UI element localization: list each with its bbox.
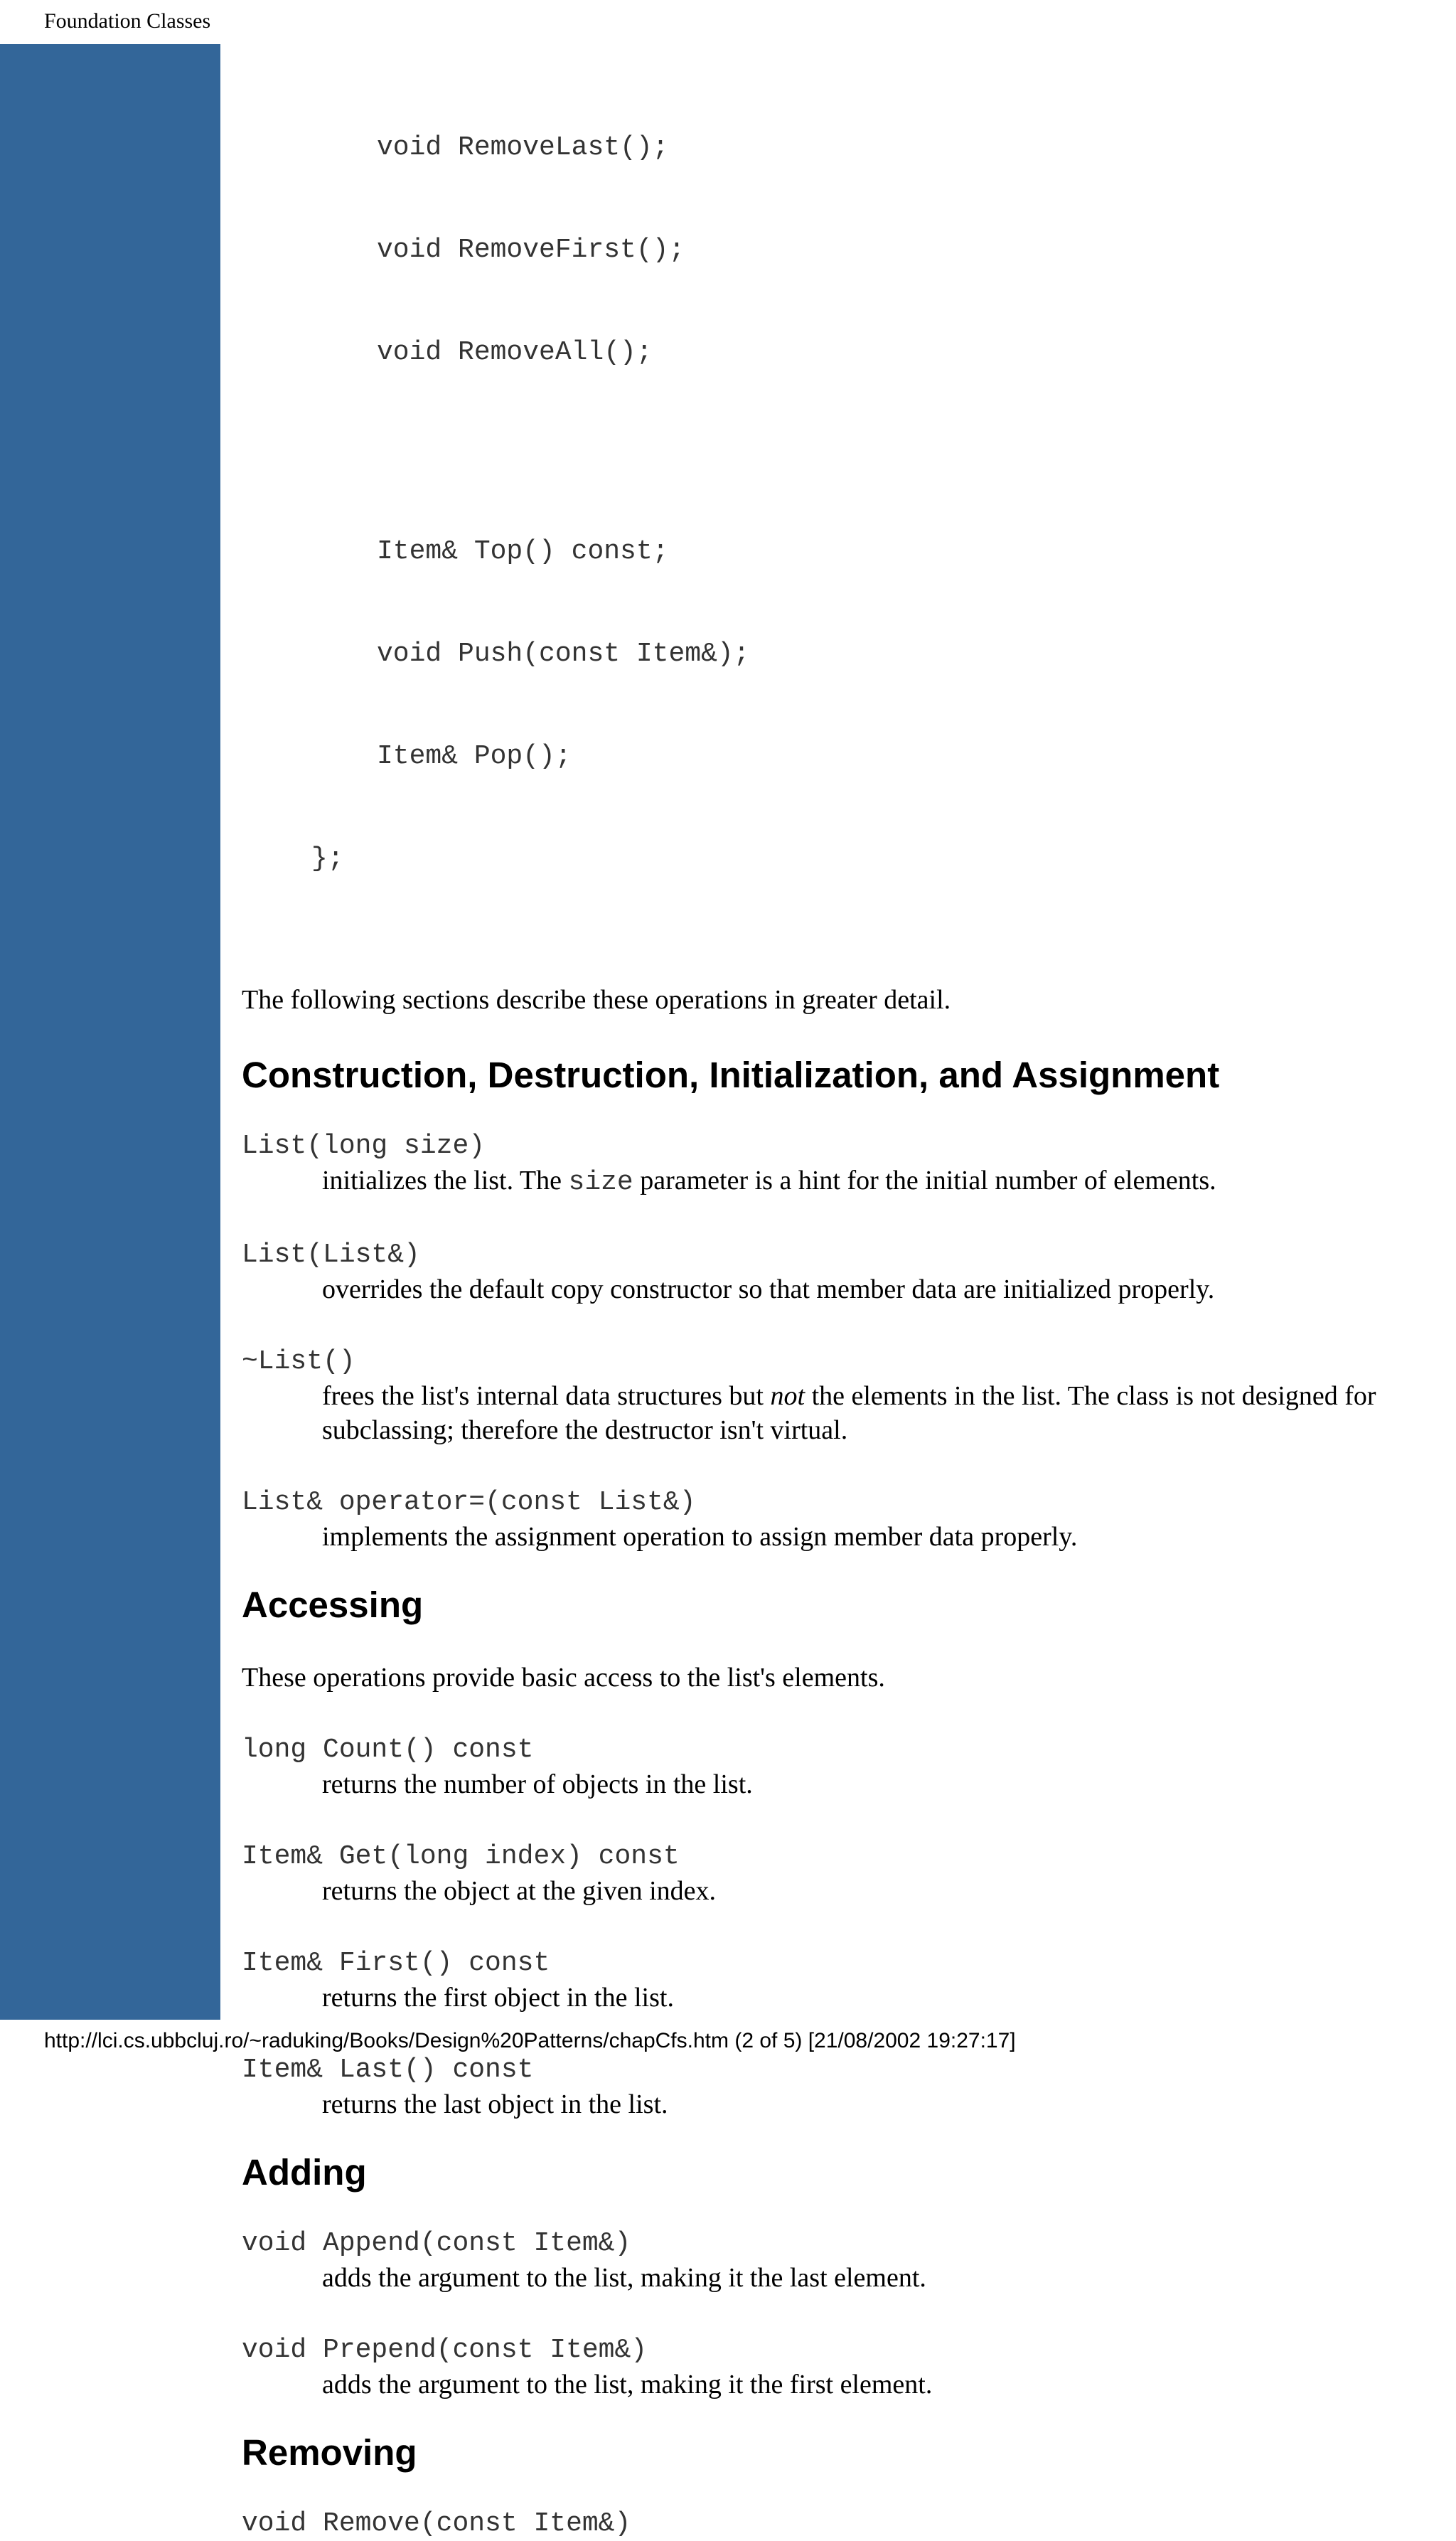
code-line: void RemoveLast();: [377, 132, 669, 163]
method-description: overrides the default copy constructor so that member data are initialized properly.: [322, 1274, 1215, 1304]
method-entry: [242, 1345, 1436, 1447]
section-heading-removing: Removing: [242, 2432, 417, 2473]
method-signature: List(List&): [242, 1240, 420, 1270]
page-header-title: Foundation Classes: [44, 9, 211, 33]
method-entry: [242, 1840, 1436, 1908]
method-signature: void Prepend(const Item&): [242, 2335, 648, 2365]
section-intro: These operations provide basic access to the list's elements.: [242, 1663, 885, 1693]
method-signature: ~List(): [242, 1346, 355, 1377]
method-entry: [242, 1486, 1436, 1554]
method-entry: [242, 2053, 1436, 2121]
method-description: returns the first object in the list.: [322, 1983, 674, 2013]
method-signature: List& operator=(const List&): [242, 1487, 696, 1518]
method-entry: [242, 1946, 1436, 2015]
code-line: };: [311, 843, 344, 874]
method-description: returns the object at the given index.: [322, 1876, 716, 1906]
method-description: frees the list's internal data structures but not the elements in the list. The class is not designed for subclassing; therefore the destructor isn't virtual.: [322, 1381, 1376, 1445]
method-entry: [242, 2333, 1436, 2402]
method-entry: [242, 1238, 1436, 1306]
section-heading-adding: Adding: [242, 2152, 367, 2193]
method-description: returns the last object in the list.: [322, 2089, 668, 2119]
method-description: adds the argument to the list, making it the last element.: [322, 2263, 926, 2293]
inline-code: size: [568, 1167, 633, 1198]
method-signature: long Count() const: [242, 1735, 534, 1765]
method-signature: void Remove(const Item&): [242, 2508, 631, 2539]
code-line: Item& Pop();: [377, 741, 572, 772]
method-signature: void Append(const Item&): [242, 2228, 631, 2259]
method-entry: [242, 2507, 1436, 2541]
method-signature: Item& First() const: [242, 1948, 550, 1978]
method-entry: [242, 2227, 1436, 2295]
page-footer-url: http://lci.cs.ubbcluj.ro/~raduking/Books/Design%20Patterns/chapCfs.htm (2 of 5) [21/08/2002 19:27:17]: [44, 2029, 1016, 2052]
main-content: [242, 63, 1436, 2541]
method-signature: Item& Last() const: [242, 2055, 534, 2085]
code-line: void RemoveAll();: [377, 337, 653, 368]
method-entry: [242, 1733, 1436, 1801]
code-line: void Push(const Item&);: [377, 639, 750, 669]
method-description: implements the assignment operation to assign member data properly.: [322, 1522, 1078, 1552]
section-heading-accessing: Accessing: [242, 1584, 424, 1625]
method-signature: Item& Get(long index) const: [242, 1841, 680, 1872]
code-listing: [242, 63, 1436, 944]
method-description: returns the number of objects in the list.: [322, 1769, 753, 1799]
method-signature: List(long size): [242, 1131, 486, 1161]
method-entry: [242, 1129, 1436, 1200]
section-heading-construction: Construction, Destruction, Initialization, and Assignment: [242, 1055, 1220, 1095]
code-line: void RemoveFirst();: [377, 235, 685, 265]
method-description: initializes the list. The size parameter is a hint for the initial number of elements.: [322, 1166, 1216, 1198]
method-description: adds the argument to the list, making it the first element.: [322, 2370, 933, 2399]
emphasis: not: [770, 1381, 805, 1411]
intro-paragraph: The following sections describe these operations in greater detail.: [242, 985, 951, 1015]
left-sidebar-bar: [0, 44, 220, 2020]
code-line: Item& Top() const;: [377, 536, 669, 567]
